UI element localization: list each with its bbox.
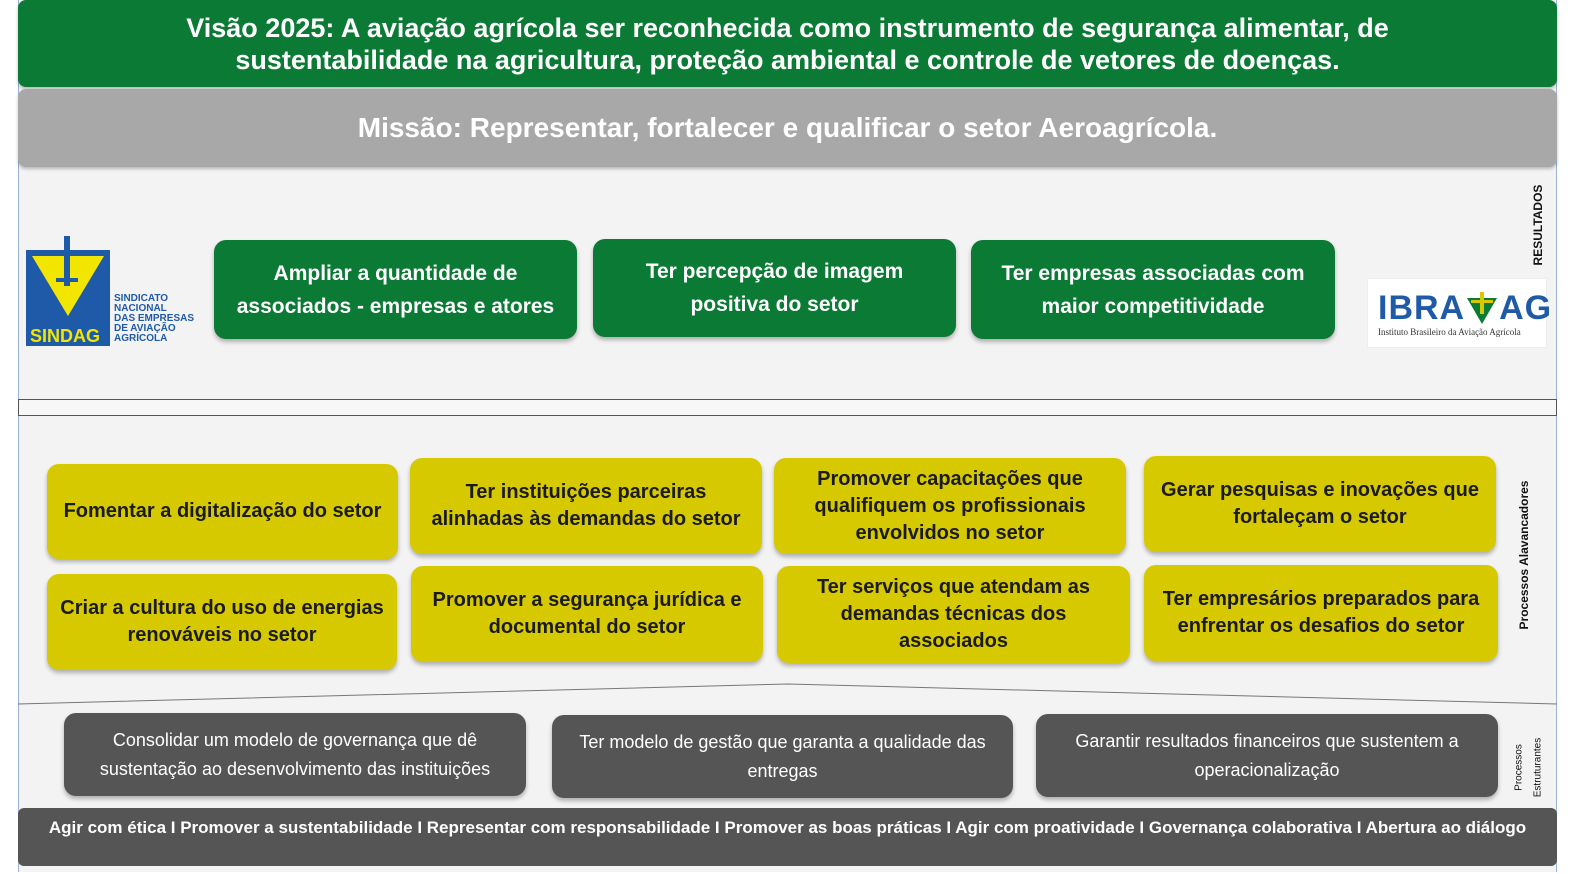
section-divider (18, 399, 1557, 416)
sindag-tagline-5: AGRÍCOLA (114, 333, 168, 344)
leverage-box-renewables (47, 574, 397, 670)
ibravag-name-left: IBRA (1378, 289, 1466, 327)
values-bar (18, 808, 1557, 866)
ibravag-name-right: AG (1499, 289, 1553, 327)
label-leverage-processes: Processos Alavancadores (1517, 480, 1531, 630)
values-text: Agir com ética I Promover a sustentabilidade I Representar com responsabilidade I Promover as boas práticas I Agir com proatividade I Governança colaborativa I Abertura ao diálogo (48, 818, 1527, 837)
sindag-name: SINDAG (30, 326, 101, 346)
sindag-tagline-2: NACIONAL (114, 303, 167, 314)
leverage-box-legal (411, 566, 763, 662)
leverage-box-services (777, 566, 1130, 663)
leverage-box-training (774, 458, 1126, 554)
leverage-box-research (1144, 456, 1496, 552)
leverage-text-renewables: Criar a cultura do uso de energias renováveis no setor (60, 597, 384, 646)
result-box-image (593, 239, 956, 337)
label-results: RESULTADOS (1531, 184, 1545, 266)
result-text-competitiveness: Ter empresas associadas com maior competitividade (1001, 261, 1305, 318)
structuring-box-management (552, 715, 1013, 798)
vision-text: Visão 2025: A aviação agrícola ser reconhecida como instrumento de segurança alimentar, de sustentabilidade na agricultura, proteção ambiental e controle de vetores de doenças. (186, 12, 1389, 75)
leverage-text-partners: Ter instituições parceiras alinhadas às demandas do setor (431, 481, 741, 530)
airplane-icon (1465, 292, 1499, 326)
leverage-box-partners (410, 458, 762, 554)
structuring-text-financial: Garantir resultados financeiros que sustentem a operacionalização (1075, 730, 1459, 780)
result-text-associates: Ampliar a quantidade de associados - empresas e atores (236, 261, 555, 318)
result-box-associates (214, 240, 577, 339)
leverage-text-digitalization: Fomentar a digitalização do setor (63, 500, 382, 522)
leverage-box-digitalization (47, 464, 398, 559)
structuring-text-governance: Consolidar um modelo de governança que dê sustentação ao desenvolvimento das instituições (99, 729, 491, 779)
leverage-text-research: Gerar pesquisas e inovações que fortaleçam o setor (1161, 479, 1479, 528)
structuring-text-management: Ter modelo de gestão que garanta a qualidade das entregas (579, 731, 986, 781)
ibravag-subtitle: Instituto Brasileiro da Aviação Agrícola (1378, 327, 1521, 337)
mission-banner (18, 89, 1557, 167)
vision-banner (18, 0, 1557, 87)
leverage-text-legal: Promover a segurança jurídica e documental do setor (432, 589, 742, 638)
sindag-tagline-3: DAS EMPRESAS (114, 313, 195, 324)
mission-text: Missão: Representar, fortalecer e qualificar o setor Aeroagrícola. (357, 112, 1218, 143)
leverage-text-training: Promover capacitações que qualifiquem os profissionais envolvidos no setor (814, 467, 1086, 544)
structuring-box-governance (64, 713, 526, 796)
ibravag-logo (1367, 278, 1553, 348)
sindag-logo (26, 234, 196, 348)
section-separator-line (18, 680, 1557, 708)
label-structuring-processes-2: Estruturantes (1532, 737, 1544, 798)
sindag-tagline-4: DE AVIAÇÃO (114, 323, 176, 334)
leverage-text-services: Ter serviços que atendam as demandas técnicas dos associados (816, 576, 1091, 652)
leverage-text-entrepreneurs: Ter empresários preparados para enfrentar os desafios do setor (1162, 588, 1480, 637)
label-structuring-processes-1: Processos (1513, 744, 1525, 791)
result-box-competitiveness (971, 240, 1335, 339)
sindag-tagline-1: SINDICATO (114, 293, 169, 304)
structuring-box-financial (1036, 714, 1498, 797)
leverage-box-entrepreneurs (1144, 565, 1498, 661)
result-text-image: Ter percepção de imagem positiva do setor (645, 260, 904, 316)
